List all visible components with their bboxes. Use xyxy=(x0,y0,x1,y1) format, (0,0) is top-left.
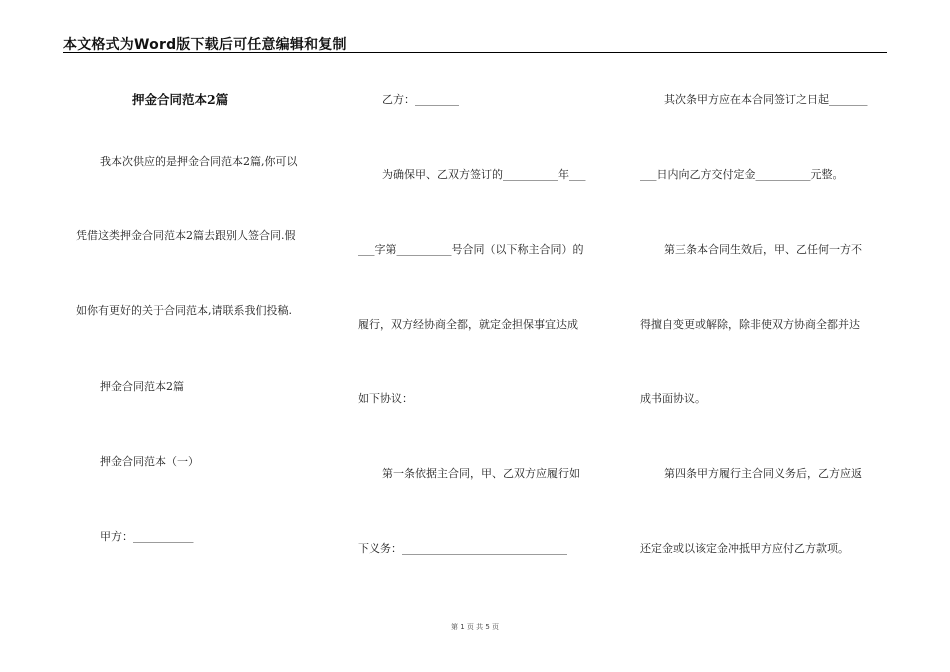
paragraph-line: 下义务：______________________________ xyxy=(358,542,567,555)
section-heading: 押金合同范本2篇 xyxy=(100,380,184,393)
document-header-title: 本文格式为Word版下载后可任意编辑和复制 xyxy=(63,37,347,53)
paragraph-line: 为确保甲、乙双方签订的__________年___ xyxy=(382,168,586,181)
paragraph-line: 我本次供应的是押金合同范本2篇,你可以 xyxy=(100,155,298,168)
party-a-field: 甲方：___________ xyxy=(100,530,194,543)
paragraph-line: ___字第__________号合同（以下称主合同）的 xyxy=(358,243,584,256)
party-b-field: 乙方：________ xyxy=(382,93,459,106)
paragraph-line: 第一条依据主合同，甲、乙双方应履行如 xyxy=(382,467,580,480)
document-title: 押金合同范本2篇 xyxy=(132,92,229,107)
paragraph-line: 第四条甲方履行主合同义务后，乙方应返 xyxy=(664,467,862,480)
paragraph-line: 履行，双方经协商全都，就定金担保事宜达成 xyxy=(358,318,578,331)
paragraph-line: 还定金或以该定金冲抵甲方应付乙方款项。 xyxy=(640,542,849,555)
paragraph-line: 凭借这类押金合同范本2篇去跟别人签合同.假 xyxy=(76,229,296,242)
page-number: 第 1 页 共 5 页 xyxy=(450,623,500,631)
paragraph-line: 第三条本合同生效后，甲、乙任何一方不 xyxy=(664,243,862,256)
section-subheading: 押金合同范本（一） xyxy=(100,455,199,468)
paragraph-line: 其次条甲方应在本合同签订之日起_______ xyxy=(664,93,868,106)
paragraph-line: 得擅自变更或解除，除非使双方协商全都并达 xyxy=(640,318,860,331)
header-divider xyxy=(63,52,887,53)
paragraph-line: ___日内向乙方交付定金__________元整。 xyxy=(640,168,844,181)
paragraph-line: 如下协议： xyxy=(358,392,413,405)
paragraph-line: 如你有更好的关于合同范本,请联系我们投稿. xyxy=(76,304,292,317)
paragraph-line: 成书面协议。 xyxy=(640,392,706,405)
